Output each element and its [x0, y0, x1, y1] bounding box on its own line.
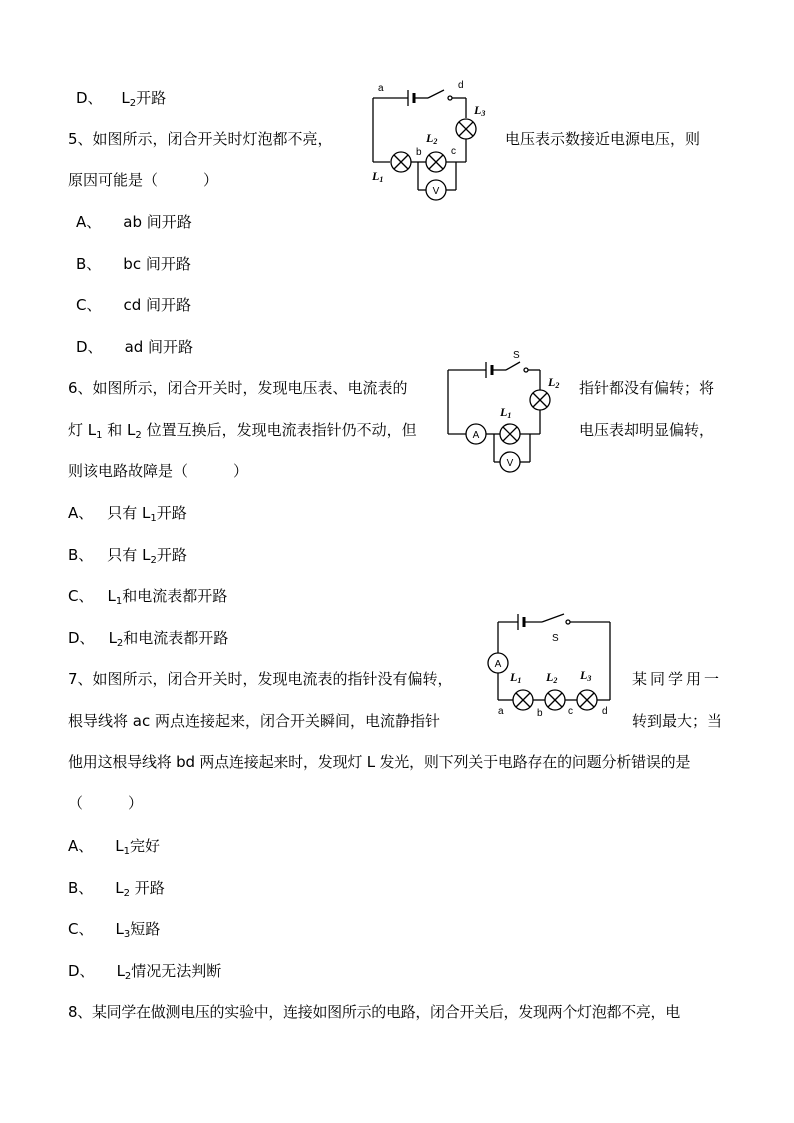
sub-seg: 2: [135, 430, 142, 441]
l3-label: L: [580, 668, 588, 682]
q4-option-d[interactable]: [76, 88, 166, 114]
option-sub: 1: [123, 846, 130, 857]
sub-seg: 1: [96, 430, 103, 441]
node-d: d: [602, 706, 608, 717]
q6-line1-left: 6、如图所示，闭合开关时，发现电压表、电流表的: [68, 379, 408, 397]
l1-sub: 1: [379, 175, 384, 184]
l2-label: L: [548, 375, 556, 389]
q6-option-b[interactable]: [68, 545, 187, 571]
l3-sub: 3: [481, 109, 486, 118]
option-text: 和电流表都开路: [123, 629, 229, 647]
option-pre: L: [108, 629, 117, 647]
q5-option-b[interactable]: [76, 254, 191, 274]
option-text: 开路: [136, 89, 167, 107]
svg-text:L2: [545, 670, 557, 685]
option-sub: 1: [150, 513, 157, 524]
q5-line1-left: 5、如图所示，闭合开关时灯泡都不亮，: [68, 130, 333, 148]
l3-label: L: [474, 103, 482, 117]
q6-line1-right: 指针都没有偏转；将: [579, 379, 715, 397]
node-a: a: [498, 706, 504, 717]
option-text: 开路: [156, 546, 187, 564]
option-key: B、: [76, 255, 102, 273]
text-seg: 和 L: [102, 421, 136, 439]
svg-text:L2: [547, 375, 559, 390]
option-text: 和电流表都开路: [122, 587, 228, 605]
l2-label: L: [546, 670, 554, 684]
option-key: D、: [76, 338, 103, 356]
option-text: 短路: [130, 920, 161, 938]
q5-option-d[interactable]: [76, 337, 193, 357]
l3-sub: 3: [587, 674, 592, 683]
q7-option-b[interactable]: [68, 878, 165, 904]
node-b: b: [416, 147, 422, 158]
option-text: 情况无法判断: [131, 962, 222, 980]
q7-option-c[interactable]: [68, 919, 160, 945]
l2-sub: 2: [433, 137, 438, 146]
q6-line2-right: 电压表却明显偏转，: [579, 421, 715, 439]
node-d: d: [458, 80, 464, 91]
option-pre: L: [115, 920, 124, 938]
option-key: D、: [76, 89, 103, 107]
ammeter-label: A: [494, 659, 502, 670]
option-key: D、: [68, 962, 95, 980]
q6-line2-left: [68, 420, 417, 446]
voltmeter-label: V: [506, 458, 514, 469]
option-text: bc 间开路: [123, 255, 191, 273]
q8-line1: 8、某同学在做测电压的实验中，连接如图所示的电路，闭合开关后，发现两个灯泡都不亮，电: [68, 1003, 680, 1021]
node-a: a: [378, 83, 384, 94]
option-pre: L: [107, 587, 116, 605]
q6-line3: 则该电路故障是（ ）: [68, 462, 249, 480]
q7-line2-right: 转到最大；当: [632, 712, 723, 730]
q5-option-c[interactable]: [76, 295, 191, 315]
option-key: A、: [68, 837, 94, 855]
option-sub: 2: [124, 971, 132, 982]
q5-circuit-diagram: [360, 78, 500, 208]
option-key: B、: [68, 879, 94, 897]
option-letter: L: [121, 89, 130, 107]
l2-sub: 2: [553, 676, 558, 685]
q6-option-a[interactable]: [68, 503, 187, 529]
q7-line3: 他用这根导线将 bd 两点连接起来时，发现灯 L 发光，则下列关于电路存在的问题分析错误的是: [68, 753, 691, 771]
node-b: b: [537, 708, 543, 719]
switch-label: S: [552, 633, 559, 644]
l1-label: L: [500, 405, 508, 419]
l2-label: L: [426, 131, 434, 145]
q5-option-a[interactable]: [76, 212, 192, 232]
option-sub: 2: [129, 98, 137, 109]
q7-circuit-diagram: [486, 606, 616, 718]
svg-text:L1: [509, 670, 521, 685]
option-sub: 2: [123, 888, 131, 899]
q6-option-c[interactable]: [68, 586, 227, 612]
option-pre: L: [116, 962, 125, 980]
option-pre: L: [115, 879, 124, 897]
q7-line2-left: 根导线将 ac 两点连接起来，闭合开关瞬间，电流静指针: [68, 712, 440, 730]
q6-option-d[interactable]: [68, 628, 228, 654]
svg-text:L3: [473, 103, 485, 118]
option-text: 开路: [130, 879, 165, 897]
node-c: c: [568, 706, 573, 717]
q5-line2: 原因可能是（ ）: [68, 171, 219, 189]
l1-label: L: [510, 670, 518, 684]
option-sub: 2: [116, 638, 124, 649]
svg-text:L2: [425, 131, 437, 146]
ammeter-label: A: [472, 430, 480, 441]
option-text: 开路: [156, 504, 187, 522]
option-key: C、: [68, 920, 94, 938]
q6-circuit-diagram: [440, 346, 570, 476]
svg-text:L3: [579, 668, 591, 683]
option-pre: 只有 L: [107, 546, 151, 564]
l2-sub: 2: [555, 381, 560, 390]
option-key: D、: [68, 629, 95, 647]
option-text: cd 间开路: [123, 296, 192, 314]
option-key: B、: [68, 546, 94, 564]
switch-label: S: [513, 350, 520, 361]
option-key: A、: [68, 504, 94, 522]
l1-sub: 1: [517, 676, 522, 685]
option-sub: 2: [150, 555, 157, 566]
text-seg: 灯 L: [68, 421, 97, 439]
svg-text:L1: [499, 405, 511, 420]
svg-text:L1: [371, 169, 383, 184]
q5-line1-right: 电压表示数接近电源电压，则: [505, 130, 701, 148]
option-text: 完好: [130, 837, 161, 855]
option-text: ab 间开路: [123, 213, 192, 231]
q7-line1-right: 某同学用一: [632, 670, 723, 688]
option-key: C、: [68, 587, 94, 605]
q7-line4: （ ）: [68, 794, 144, 812]
option-pre: 只有 L: [107, 504, 151, 522]
q7-option-d[interactable]: [68, 961, 221, 987]
option-key: A、: [76, 213, 102, 231]
option-sub: 1: [115, 596, 123, 607]
text-seg: 位置互换后，发现电流表指针仍不动，但: [141, 421, 417, 439]
node-c: c: [451, 146, 456, 157]
voltmeter-label: V: [432, 186, 440, 197]
q7-line1-left: 7、如图所示，闭合开关时，发现电流表的指针没有偏转，: [68, 670, 453, 688]
option-sub: 3: [123, 929, 131, 940]
option-key: C、: [76, 296, 102, 314]
q7-option-a[interactable]: [68, 836, 160, 862]
option-text: ad 间开路: [124, 338, 194, 356]
l1-sub: 1: [507, 411, 512, 420]
option-pre: L: [115, 837, 124, 855]
l1-label: L: [372, 169, 380, 183]
